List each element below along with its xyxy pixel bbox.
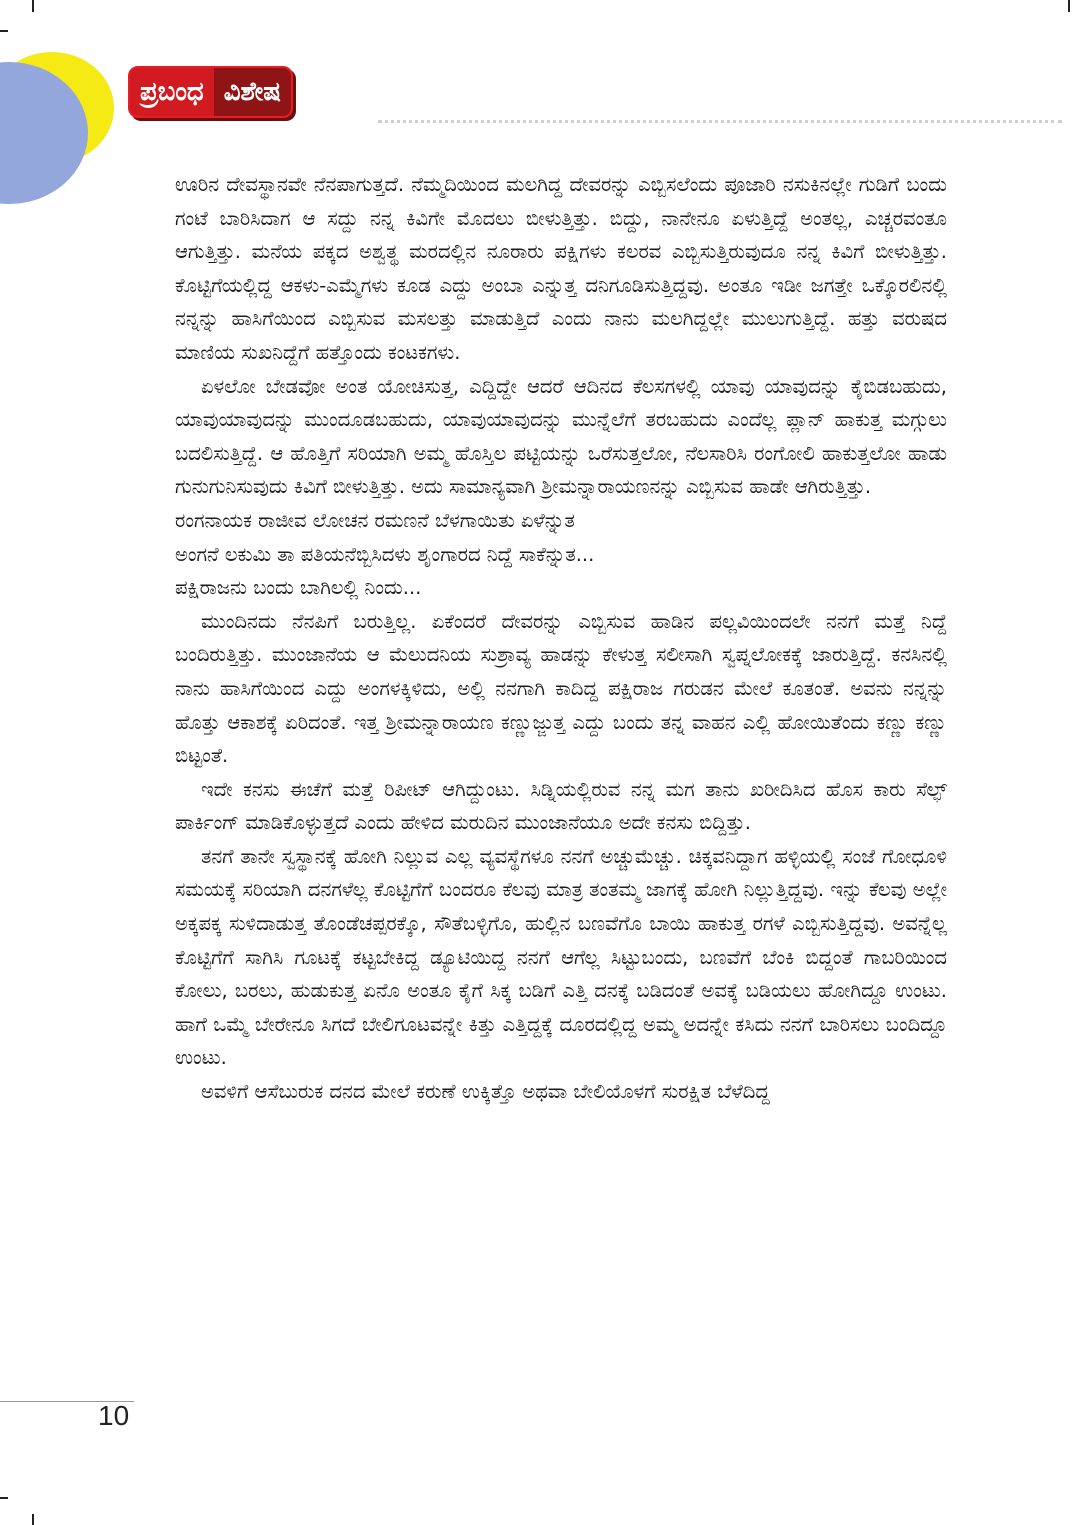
section-tag-part2: ವಿಶೇಷ: [214, 68, 291, 116]
crop-mark-left-bottom: [0, 1497, 8, 1499]
paragraph: ತನಗೆ ತಾನೇ ಸ್ವಸ್ಥಾನಕ್ಕೆ ಹೋಗಿ ನಿಲ್ಲುವ ಎಲ್ಲ ವ್ಯವಸ್ಥೆಗಳೂ ನನಗೆ ಅಚ್ಚುಮೆಚ್ಚು. ಚಿಕ್ಕವನಿದ್ದಾಗ ಹಳ್ಳಿಯಲ್ಲಿ ಸಂಜೆ ಗೋಧೂಳಿ ಸಮಯಕ್ಕೆ ಸರಿಯಾಗಿ ದನಗಳೆಲ್ಲ ಕೊಟ್ಟಿಗೆಗೆ ಬಂದರೂ ಕೆಲವು ಮಾತ್ರ ತಂತಮ್ಮ ಜಾಗಕ್ಕೆ ಹೋಗಿ ನಿಲ್ಲುತ್ತಿದ್ದವು. ಇನ್ನು ಕೆಲವು ಅಲ್ಲೇ ಅಕ್ಕಪಕ್ಕ ಸುಳಿದಾಡುತ್ತ ತೊಂಡೆಚಪ್ಪರಕ್ಕೊ, ಸೌತೆಬಳ್ಳಿಗೊ, ಹುಲ್ಲಿನ ಬಣವೆಗೊ ಬಾಯಿ ಹಾಕುತ್ತ ರಗಳೆ ಎಬ್ಬಿಸುತ್ತಿದ್ದವು. ಅವನ್ನೆಲ್ಲ ಕೊಟ್ಟಿಗೆಗೆ ಸಾಗಿಸಿ ಗೂಟಕ್ಕೆ ಕಟ್ಟಬೇಕಿದ್ದ ಡ್ಯೂಟಿಯಿದ್ದ ನನಗೆ ಆಗೆಲ್ಲ ಸಿಟ್ಟುಬಂದು, ಬಣವೆಗೆ ಬೆಂಕಿ ಬಿದ್ದಂತೆ ಗಾಬರಿಯಿಂದ ಕೋಲು, ಬರಲು, ಹುಡುಕುತ್ತ ಏನೊ ಅಂತೂ ಕೈಗೆ ಸಿಕ್ಕ ಬಡಿಗೆ ಎತ್ತಿ ದನಕ್ಕೆ ಬಡಿದಂತೆ ಅವಕ್ಕೆ ಬಡಿಯಲು ಹೋಗಿದ್ದೂ ಉಂಟು. ಹಾಗೆ ಒಮ್ಮೆ ಬೇರೇನೂ ಸಿಗದೆ ಬೇಲಿಗೂಟವನ್ನೇ ಕಿತ್ತು ಎತ್ತಿದ್ದಕ್ಕೆ ದೂರದಲ್ಲಿದ್ದ ಅಮ್ಮ ಅದನ್ನೇ ಕಸಿದು ನನಗೆ ಬಾರಿಸಲು ಬಂದಿದ್ದೂ ಉಂಟು.: [175, 844, 947, 1070]
crop-mark-top-left: [32, 0, 34, 12]
paragraph: ಅವಳಿಗೆ ಆಸೆಬುರುಕ ದನದ ಮೇಲೆ ಕರುಣೆ ಉಕ್ಕಿತ್ತೊ ಅಥವಾ ಬೇಲಿಯೊಳಗೆ ಸುರಕ್ಷಿತ ಬೆಳೆದಿದ್ದ: [201, 1080, 770, 1104]
paragraph: ಊರಿನ ದೇವಸ್ಥಾನವೇ ನೆನಪಾಗುತ್ತದೆ. ನೆಮ್ಮದಿಯಿಂದ ಮಲಗಿದ್ದ ದೇವರನ್ನು ಎಬ್ಬಿಸಲೆಂದು ಪೂಜಾರಿ ನಸುಕಿನಲ್ಲೇ ಗುಡಿಗೆ ಬಂದು ಗಂಟೆ ಬಾರಿಸಿದಾಗ ಆ ಸದ್ದು ನನ್ನ ಕಿವಿಗೇ ಮೊದಲು ಬೀಳುತ್ತಿತ್ತು. ಬಿದ್ದು, ನಾನೇನೂ ಏಳುತ್ತಿದ್ದೆ ಅಂತಲ್ಲ, ಎಚ್ಚರವಂತೂ ಆಗುತ್ತಿತ್ತು. ಮನೆಯ ಪಕ್ಕದ ಅಶ್ವತ್ಥ ಮರದಲ್ಲಿನ ನೂರಾರು ಪಕ್ಷಿಗಳು ಕಲರವ ಎಬ್ಬಿಸುತ್ತಿರುವುದೂ ನನ್ನ ಕಿವಿಗೆ ಬೀಳುತ್ತಿತ್ತು. ಕೊಟ್ಟಿಗೆಯಲ್ಲಿದ್ದ ಆಕಳು-ಎಮ್ಮೆಗಳು ಕೂಡ ಎದ್ದು ಅಂಬಾ ಎನ್ನುತ್ತ ದನಿಗೂಡಿಸುತ್ತಿದ್ದವು. ಅಂತೂ ಇಡೀ ಜಗತ್ತೇ ಒಕ್ಕೊರಲಿನಲ್ಲಿ ನನ್ನನ್ನು ಹಾಸಿಗೆಯಿಂದ ಎಬ್ಬಿಸುವ ಮಸಲತ್ತು ಮಾಡುತ್ತಿದೆ ಎಂದು ನಾನು ಮಲಗಿದ್ದಲ್ಲೇ ಮುಲುಗುತ್ತಿದ್ದೆ. ಹತ್ತು ವರುಷದ ಮಾಣಿಯ ಸುಖನಿದ್ದೆಗೆ ಹತ್ತೊಂದು ಕಂಟಕಗಳು.: [175, 173, 947, 364]
crop-mark-bottom-left: [32, 1514, 34, 1525]
crop-mark-top-right: [1068, 0, 1070, 12]
paragraph: ಏಳಲೋ ಬೇಡವೋ ಅಂತ ಯೋಚಿಸುತ್ತ, ಎದ್ದಿದ್ದೇ ಆದರೆ ಆದಿನದ ಕೆಲಸಗಳಲ್ಲಿ ಯಾವು ಯಾವುದನ್ನು ಕೈಬಿಡಬಹುದು, ಯಾವುಯಾವುದನ್ನು ಮುಂದೂಡಬಹುದು, ಯಾವುಯಾವುದನ್ನು ಮುನ್ನೆಲೆಗೆ ತರಬಹುದು ಎಂದೆಲ್ಲ ಪ್ಲಾನ್ ಹಾಕುತ್ತ ಮಗ್ಗುಲು ಬದಲಿಸುತ್ತಿದ್ದೆ. ಆ ಹೊತ್ತಿಗೆ ಸರಿಯಾಗಿ ಅಮ್ಮ ಹೊಸ್ತಿಲ ಪಟ್ಟಿಯನ್ನು ಒರೆಸುತ್ತಲೋ, ನೆಲಸಾರಿಸಿ ರಂಗೋಲಿ ಹಾಕುತ್ತಲೋ ಹಾಡು ಗುನುಗುನಿಸುವುದು ಕಿವಿಗೆ ಬೀಳುತ್ತಿತ್ತು. ಅದು ಸಾಮಾನ್ಯವಾಗಿ ಶ್ರೀಮನ್ನಾರಾಯಣನನ್ನು ಎಬ್ಬಿಸುವ ಹಾಡೇ ಆಗಿರುತ್ತಿತ್ತು.: [175, 374, 947, 499]
page-number: 10: [98, 1400, 130, 1431]
verse-line: ಪಕ್ಷಿರಾಜನು ಬಂದು ಬಾಗಿಲಲ್ಲಿ ನಿಂದು...: [175, 576, 422, 600]
article-body: [175, 168, 947, 1109]
paragraph: ಇದೇ ಕನಸು ಈಚೆಗೆ ಮತ್ತೆ ರಿಪೀಟ್ ಆಗಿದ್ದುಂಟು. ಸಿಡ್ನಿಯಲ್ಲಿರುವ ನನ್ನ ಮಗ ತಾನು ಖರೀದಿಸಿದ ಹೊಸ ಕಾರು ಸೆಲ್ಫ್ ಪಾರ್ಕಿಂಗ್ ಮಾಡಿಕೊಳ್ಳುತ್ತದೆ ಎಂದು ಹೇಳಿದ ಮರುದಿನ ಮುಂಜಾನೆಯೂ ಅದೇ ಕನಸು ಬಿದ್ದಿತ್ತು.: [175, 777, 947, 835]
crop-mark-left-top: [0, 30, 8, 32]
paragraph: ಮುಂದಿನದು ನೆನಪಿಗೆ ಬರುತ್ತಿಲ್ಲ. ಏಕೆಂದರೆ ದೇವರನ್ನು ಎಬ್ಬಿಸುವ ಹಾಡಿನ ಪಲ್ಲವಿಯಿಂದಲೇ ನನಗೆ ಮತ್ತೆ ನಿದ್ದೆ ಬಂದಿರುತ್ತಿತ್ತು. ಮುಂಜಾನೆಯ ಆ ಮೆಲುದನಿಯ ಸುಶ್ರಾವ್ಯ ಹಾಡನ್ನು ಕೇಳುತ್ತ ಸಲೀಸಾಗಿ ಸ್ವಪ್ನಲೋಕಕ್ಕೆ ಜಾರುತ್ತಿದ್ದೆ. ಕನಸಿನಲ್ಲಿ ನಾನು ಹಾಸಿಗೆಯಿಂದ ಎದ್ದು ಅಂಗಳಕ್ಕಿಳಿದು, ಅಲ್ಲಿ ನನಗಾಗಿ ಕಾದಿದ್ದ ಪಕ್ಷಿರಾಜ ಗರುಡನ ಮೇಲೆ ಕೂತಂತೆ. ಅವನು ನನ್ನನ್ನು ಹೊತ್ತು ಆಕಾಶಕ್ಕೆ ಏರಿದಂತೆ. ಇತ್ತ ಶ್ರೀಮನ್ನಾರಾಯಣ ಕಣ್ಣುಜ್ಜುತ್ತ ಎದ್ದು ಬಂದು ತನ್ನ ವಾಹನ ಎಲ್ಲಿ ಹೋಯಿತೆಂದು ಕಣ್ಣು ಕಣ್ಣು ಬಿಟ್ಟಂತೆ.: [175, 609, 947, 768]
header-dotted-rule: [378, 120, 1062, 123]
section-tag: [128, 66, 293, 118]
verse-line: ರಂಗನಾಯಕ ರಾಜೀವ ಲೋಚನ ರಮಣನೆ ಬೆಳಗಾಯಿತು ಏಳೆನ್ನುತ: [175, 508, 575, 532]
section-tag-part1: ಪ್ರಬಂಧ: [130, 68, 214, 116]
verse-line: ಅಂಗನೆ ಲಕುಮಿ ತಾ ಪತಿಯನೆಬ್ಬಿಸಿದಳು ಶೃಂಗಾರದ ನಿದ್ದೆ ಸಾಕೆನ್ನುತ...: [175, 542, 595, 566]
